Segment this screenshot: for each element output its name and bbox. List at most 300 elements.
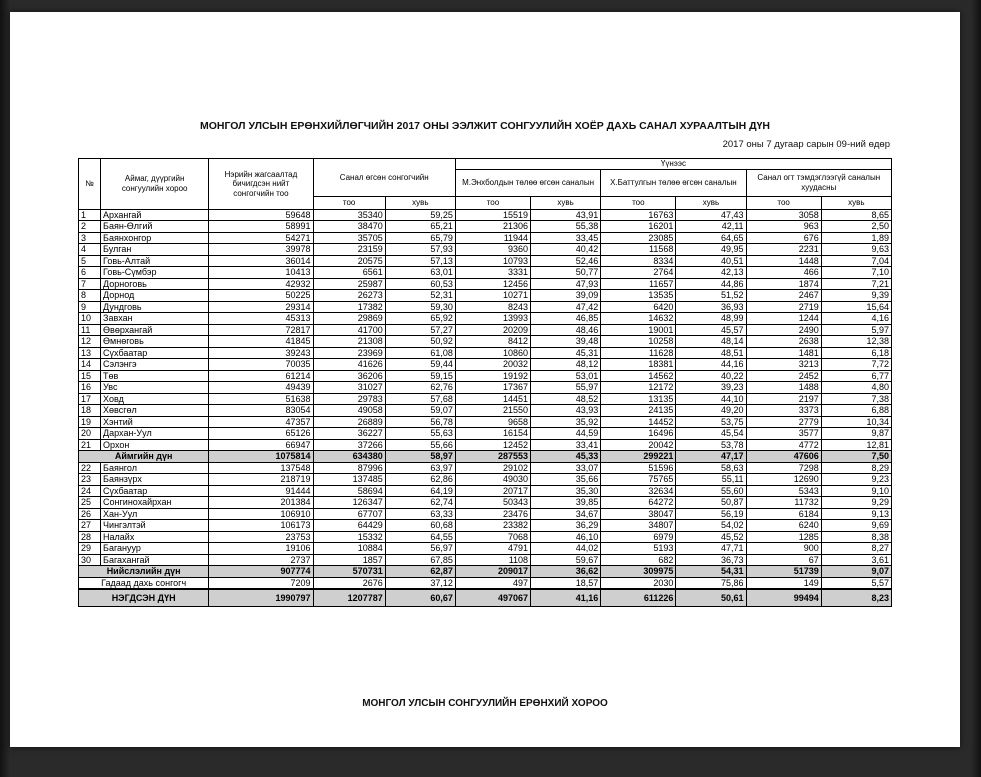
row-value: 44,02	[531, 543, 601, 555]
row-value: 7,10	[821, 267, 891, 279]
row-value: 52,31	[385, 290, 455, 302]
row-value: 20209	[455, 324, 530, 336]
row-value: 36206	[313, 370, 385, 382]
document-date: 2017 оны 7 дугаар сарын 09-ний өдөр	[722, 139, 890, 150]
table-row	[79, 221, 892, 233]
row-value: 10,34	[821, 416, 891, 428]
row-value: 61,08	[385, 347, 455, 359]
row-value: 14632	[601, 313, 676, 325]
col-registered-header: Нэрийн жагсаалтад бичигдсэн нийт сонгогчийн тоо	[209, 159, 313, 210]
row-value: 149	[746, 577, 821, 589]
row-value: 33,45	[531, 232, 601, 244]
row-value: 41845	[209, 336, 313, 348]
row-value: 49,20	[676, 405, 746, 417]
row-value: 9658	[455, 416, 530, 428]
table-body	[79, 209, 892, 607]
row-value: 42932	[209, 278, 313, 290]
table-row	[79, 267, 892, 279]
row-value: 23969	[313, 347, 385, 359]
row-region: Ховд	[101, 393, 209, 405]
row-region: Сонгинохайрхан	[101, 497, 209, 509]
row-value: 50,77	[531, 267, 601, 279]
row-value: 39,09	[531, 290, 601, 302]
row-value: 676	[746, 232, 821, 244]
row-value: 60,53	[385, 278, 455, 290]
row-number: 29	[79, 543, 101, 555]
row-value: 23753	[209, 531, 313, 543]
row-value: 63,33	[385, 508, 455, 520]
row-value: 44,59	[531, 428, 601, 440]
row-value: 6420	[601, 301, 676, 313]
row-value: 63,97	[385, 462, 455, 474]
row-value: 2030	[601, 577, 676, 589]
row-value: 45,57	[676, 324, 746, 336]
row-value: 50343	[455, 497, 530, 509]
row-value: 9,23	[821, 474, 891, 486]
row-number: 13	[79, 347, 101, 359]
table-row	[79, 439, 892, 451]
row-value: 106910	[209, 508, 313, 520]
row-label: Аймгийн дүн	[79, 451, 209, 463]
row-value: 15,64	[821, 301, 891, 313]
row-number: 6	[79, 267, 101, 279]
row-value: 35,92	[531, 416, 601, 428]
col-region-header: Аймаг, дүүргийн сонгуулийн хороо	[101, 159, 209, 210]
row-value: 67	[746, 554, 821, 566]
row-value: 4,16	[821, 313, 891, 325]
row-number: 27	[79, 520, 101, 532]
row-value: 51596	[601, 462, 676, 474]
row-value: 20032	[455, 359, 530, 371]
table-row	[79, 405, 892, 417]
row-value: 9,07	[821, 566, 891, 578]
subheader-pct: хувь	[676, 196, 746, 209]
row-value: 48,46	[531, 324, 601, 336]
row-value: 634380	[313, 451, 385, 463]
row-value: 51739	[746, 566, 821, 578]
row-value: 32634	[601, 485, 676, 497]
row-region: Өмнөговь	[101, 336, 209, 348]
row-value: 7,50	[821, 451, 891, 463]
row-region: Баянхонгор	[101, 232, 209, 244]
row-value: 106173	[209, 520, 313, 532]
row-region: Говь-Алтай	[101, 255, 209, 267]
row-value: 29102	[455, 462, 530, 474]
row-value: 75765	[601, 474, 676, 486]
row-value: 14451	[455, 393, 530, 405]
row-value: 65,79	[385, 232, 455, 244]
table-row	[79, 428, 892, 440]
row-number: 28	[79, 531, 101, 543]
row-value: 17382	[313, 301, 385, 313]
row-value: 54,02	[676, 520, 746, 532]
row-value: 1244	[746, 313, 821, 325]
row-value: 20717	[455, 485, 530, 497]
row-value: 5,57	[821, 577, 891, 589]
row-value: 83054	[209, 405, 313, 417]
row-value: 12,38	[821, 336, 891, 348]
row-value: 1108	[455, 554, 530, 566]
row-value: 45,33	[531, 451, 601, 463]
table-row	[79, 554, 892, 566]
col-num-header: №	[79, 159, 101, 210]
row-number: 30	[79, 554, 101, 566]
row-value: 33,07	[531, 462, 601, 474]
row-value: 50,61	[676, 589, 746, 607]
row-value: 87996	[313, 462, 385, 474]
row-value: 201384	[209, 497, 313, 509]
document-title: МОНГОЛ УЛСЫН ЕРӨНХИЙЛӨГЧИЙН 2017 ОНЫ ЭЭЛЖИТ СОНГУУЛИЙН ХОЁР ДАХЬ САНАЛ ХУРААЛТЫН ДҮН	[199, 120, 771, 132]
row-value: 3,61	[821, 554, 891, 566]
row-value: 29783	[313, 393, 385, 405]
city-total-row	[79, 566, 892, 578]
row-region: Дорноговь	[101, 278, 209, 290]
row-value: 48,99	[676, 313, 746, 325]
table-row	[79, 301, 892, 313]
table-row	[79, 382, 892, 394]
row-value: 7,38	[821, 393, 891, 405]
row-value: 14562	[601, 370, 676, 382]
row-value: 10271	[455, 290, 530, 302]
row-value: 8,27	[821, 543, 891, 555]
row-value: 9360	[455, 244, 530, 256]
row-value: 38470	[313, 221, 385, 233]
row-value: 64429	[313, 520, 385, 532]
row-value: 570731	[313, 566, 385, 578]
row-value: 59,30	[385, 301, 455, 313]
row-value: 41700	[313, 324, 385, 336]
row-value: 67,85	[385, 554, 455, 566]
row-value: 12,81	[821, 439, 891, 451]
row-value: 47,42	[531, 301, 601, 313]
row-region: Хан-Уул	[101, 508, 209, 520]
row-number: 4	[79, 244, 101, 256]
row-value: 62,76	[385, 382, 455, 394]
row-region: Хөвсгөл	[101, 405, 209, 417]
row-value: 1857	[313, 554, 385, 566]
row-value: 26889	[313, 416, 385, 428]
row-value: 5,97	[821, 324, 891, 336]
row-value: 24135	[601, 405, 676, 417]
row-value: 1874	[746, 278, 821, 290]
row-number: 17	[79, 393, 101, 405]
row-value: 2197	[746, 393, 821, 405]
row-value: 41626	[313, 359, 385, 371]
row-value: 43,91	[531, 209, 601, 221]
row-region: Дорнод	[101, 290, 209, 302]
row-number: 8	[79, 290, 101, 302]
row-value: 54,31	[676, 566, 746, 578]
row-value: 287553	[455, 451, 530, 463]
col-voted-header: Санал өгсөн сонгогчийн	[313, 159, 455, 197]
row-label: Гадаад дахь сонгогч	[79, 577, 209, 589]
row-value: 65,21	[385, 221, 455, 233]
row-region: Баян-Өлгий	[101, 221, 209, 233]
row-value: 36227	[313, 428, 385, 440]
row-value: 59,15	[385, 370, 455, 382]
row-value: 8243	[455, 301, 530, 313]
subheader-count: тоо	[601, 196, 676, 209]
row-value: 9,39	[821, 290, 891, 302]
row-value: 42,13	[676, 267, 746, 279]
table-row	[79, 474, 892, 486]
row-value: 1481	[746, 347, 821, 359]
row-number: 19	[79, 416, 101, 428]
row-value: 47,43	[676, 209, 746, 221]
col-cand2-header: Х.Баттулгын төлөө өгсөн саналын	[601, 169, 746, 196]
table-row	[79, 324, 892, 336]
row-value: 13993	[455, 313, 530, 325]
row-value: 36,93	[676, 301, 746, 313]
row-value: 50,87	[676, 497, 746, 509]
row-value: 18381	[601, 359, 676, 371]
row-value: 49058	[313, 405, 385, 417]
row-value: 20575	[313, 255, 385, 267]
row-value: 36,73	[676, 554, 746, 566]
row-value: 51638	[209, 393, 313, 405]
row-value: 51,52	[676, 290, 746, 302]
row-region: Архангай	[101, 209, 209, 221]
row-value: 91444	[209, 485, 313, 497]
row-value: 7,21	[821, 278, 891, 290]
row-value: 8,29	[821, 462, 891, 474]
row-value: 4791	[455, 543, 530, 555]
subheader-count: тоо	[746, 196, 821, 209]
row-value: 56,19	[676, 508, 746, 520]
row-value: 2719	[746, 301, 821, 313]
row-value: 8,65	[821, 209, 891, 221]
row-number: 10	[79, 313, 101, 325]
row-number: 3	[79, 232, 101, 244]
row-value: 58694	[313, 485, 385, 497]
row-value: 23382	[455, 520, 530, 532]
row-value: 39,23	[676, 382, 746, 394]
row-value: 60,67	[385, 589, 455, 607]
row-value: 48,51	[676, 347, 746, 359]
table-row	[79, 278, 892, 290]
row-value: 56,78	[385, 416, 455, 428]
row-value: 64,55	[385, 531, 455, 543]
row-number: 11	[79, 324, 101, 336]
row-value: 497	[455, 577, 530, 589]
table-row	[79, 336, 892, 348]
row-value: 38047	[601, 508, 676, 520]
table-row	[79, 244, 892, 256]
row-number: 2	[79, 221, 101, 233]
row-value: 35,30	[531, 485, 601, 497]
row-value: 7298	[746, 462, 821, 474]
row-number: 12	[79, 336, 101, 348]
row-value: 36,62	[531, 566, 601, 578]
row-value: 47,93	[531, 278, 601, 290]
row-value: 36,29	[531, 520, 601, 532]
document-footer: МОНГОЛ УЛСЫН СОНГУУЛИЙН ЕРӨНХИЙ ХОРОО	[362, 698, 608, 709]
row-value: 60,68	[385, 520, 455, 532]
row-value: 2490	[746, 324, 821, 336]
row-region: Дундговь	[101, 301, 209, 313]
row-value: 59,25	[385, 209, 455, 221]
row-value: 7068	[455, 531, 530, 543]
row-number: 24	[79, 485, 101, 497]
table-row	[79, 508, 892, 520]
row-value: 99494	[746, 589, 821, 607]
row-value: 10793	[455, 255, 530, 267]
row-value: 52,46	[531, 255, 601, 267]
row-value: 55,97	[531, 382, 601, 394]
row-region: Сэлэнгэ	[101, 359, 209, 371]
table-row	[79, 347, 892, 359]
row-value: 64,19	[385, 485, 455, 497]
col-result-header: Үүнээс	[455, 159, 891, 170]
row-number: 15	[79, 370, 101, 382]
row-value: 10884	[313, 543, 385, 555]
row-number: 23	[79, 474, 101, 486]
row-value: 7,72	[821, 359, 891, 371]
row-value: 9,13	[821, 508, 891, 520]
row-number: 7	[79, 278, 101, 290]
row-value: 23476	[455, 508, 530, 520]
row-label: НЭГДСЭН ДҮН	[79, 589, 209, 607]
row-value: 6240	[746, 520, 821, 532]
row-number: 25	[79, 497, 101, 509]
row-value: 57,68	[385, 393, 455, 405]
subheader-pct: хувь	[531, 196, 601, 209]
row-number: 16	[79, 382, 101, 394]
row-value: 2676	[313, 577, 385, 589]
row-value: 43,93	[531, 405, 601, 417]
row-value: 65126	[209, 428, 313, 440]
row-value: 15519	[455, 209, 530, 221]
row-value: 12452	[455, 439, 530, 451]
row-value: 55,66	[385, 439, 455, 451]
table-row	[79, 543, 892, 555]
row-value: 20042	[601, 439, 676, 451]
row-value: 9,63	[821, 244, 891, 256]
row-value: 55,38	[531, 221, 601, 233]
row-value: 26273	[313, 290, 385, 302]
row-number: 18	[79, 405, 101, 417]
row-value: 10258	[601, 336, 676, 348]
row-value: 126347	[313, 497, 385, 509]
row-value: 2779	[746, 416, 821, 428]
row-value: 45,52	[676, 531, 746, 543]
row-value: 44,16	[676, 359, 746, 371]
row-value: 19192	[455, 370, 530, 382]
row-number: 1	[79, 209, 101, 221]
row-region: Налайх	[101, 531, 209, 543]
row-value: 39,85	[531, 497, 601, 509]
row-region: Төв	[101, 370, 209, 382]
row-region: Завхан	[101, 313, 209, 325]
row-value: 44,86	[676, 278, 746, 290]
row-value: 6561	[313, 267, 385, 279]
row-value: 35,66	[531, 474, 601, 486]
row-value: 49030	[455, 474, 530, 486]
row-value: 62,74	[385, 497, 455, 509]
row-value: 48,12	[531, 359, 601, 371]
row-label: Нийслэлийн дүн	[79, 566, 209, 578]
row-value: 16763	[601, 209, 676, 221]
table-row	[79, 209, 892, 221]
row-region: Баянгол	[101, 462, 209, 474]
table-row	[79, 531, 892, 543]
row-value: 50,92	[385, 336, 455, 348]
row-value: 45313	[209, 313, 313, 325]
row-value: 4772	[746, 439, 821, 451]
row-value: 9,10	[821, 485, 891, 497]
row-value: 299221	[601, 451, 676, 463]
row-value: 6184	[746, 508, 821, 520]
table-row	[79, 359, 892, 371]
row-number: 20	[79, 428, 101, 440]
row-value: 75,86	[676, 577, 746, 589]
row-value: 11657	[601, 278, 676, 290]
row-value: 21308	[313, 336, 385, 348]
row-value: 1488	[746, 382, 821, 394]
row-value: 62,87	[385, 566, 455, 578]
abroad-row	[79, 577, 892, 589]
table-row	[79, 393, 892, 405]
row-value: 35340	[313, 209, 385, 221]
row-value: 58,97	[385, 451, 455, 463]
row-value: 18,57	[531, 577, 601, 589]
row-value: 3373	[746, 405, 821, 417]
table-row	[79, 416, 892, 428]
row-value: 17367	[455, 382, 530, 394]
table-row	[79, 370, 892, 382]
row-value: 11944	[455, 232, 530, 244]
row-value: 3331	[455, 267, 530, 279]
row-value: 137548	[209, 462, 313, 474]
row-value: 6,88	[821, 405, 891, 417]
row-value: 57,93	[385, 244, 455, 256]
grand-total-row	[79, 589, 892, 607]
row-value: 11732	[746, 497, 821, 509]
row-value: 29314	[209, 301, 313, 313]
row-value: 16154	[455, 428, 530, 440]
row-number: 22	[79, 462, 101, 474]
row-value: 2764	[601, 267, 676, 279]
row-value: 3577	[746, 428, 821, 440]
row-value: 2452	[746, 370, 821, 382]
row-value: 59,67	[531, 554, 601, 566]
row-value: 2638	[746, 336, 821, 348]
row-value: 55,63	[385, 428, 455, 440]
table-row	[79, 497, 892, 509]
row-value: 6979	[601, 531, 676, 543]
table-header	[79, 159, 892, 210]
row-value: 47606	[746, 451, 821, 463]
row-value: 55,11	[676, 474, 746, 486]
row-value: 3213	[746, 359, 821, 371]
row-value: 16496	[601, 428, 676, 440]
row-value: 39978	[209, 244, 313, 256]
table-row	[79, 520, 892, 532]
row-value: 47357	[209, 416, 313, 428]
row-value: 64272	[601, 497, 676, 509]
document-page	[10, 12, 960, 747]
row-value: 59,44	[385, 359, 455, 371]
row-value: 15332	[313, 531, 385, 543]
row-value: 9,29	[821, 497, 891, 509]
row-value: 25987	[313, 278, 385, 290]
row-value: 37,12	[385, 577, 455, 589]
row-value: 1285	[746, 531, 821, 543]
aimag-total-row	[79, 451, 892, 463]
table-row	[79, 485, 892, 497]
row-region: Дархан-Уул	[101, 428, 209, 440]
row-value: 31027	[313, 382, 385, 394]
